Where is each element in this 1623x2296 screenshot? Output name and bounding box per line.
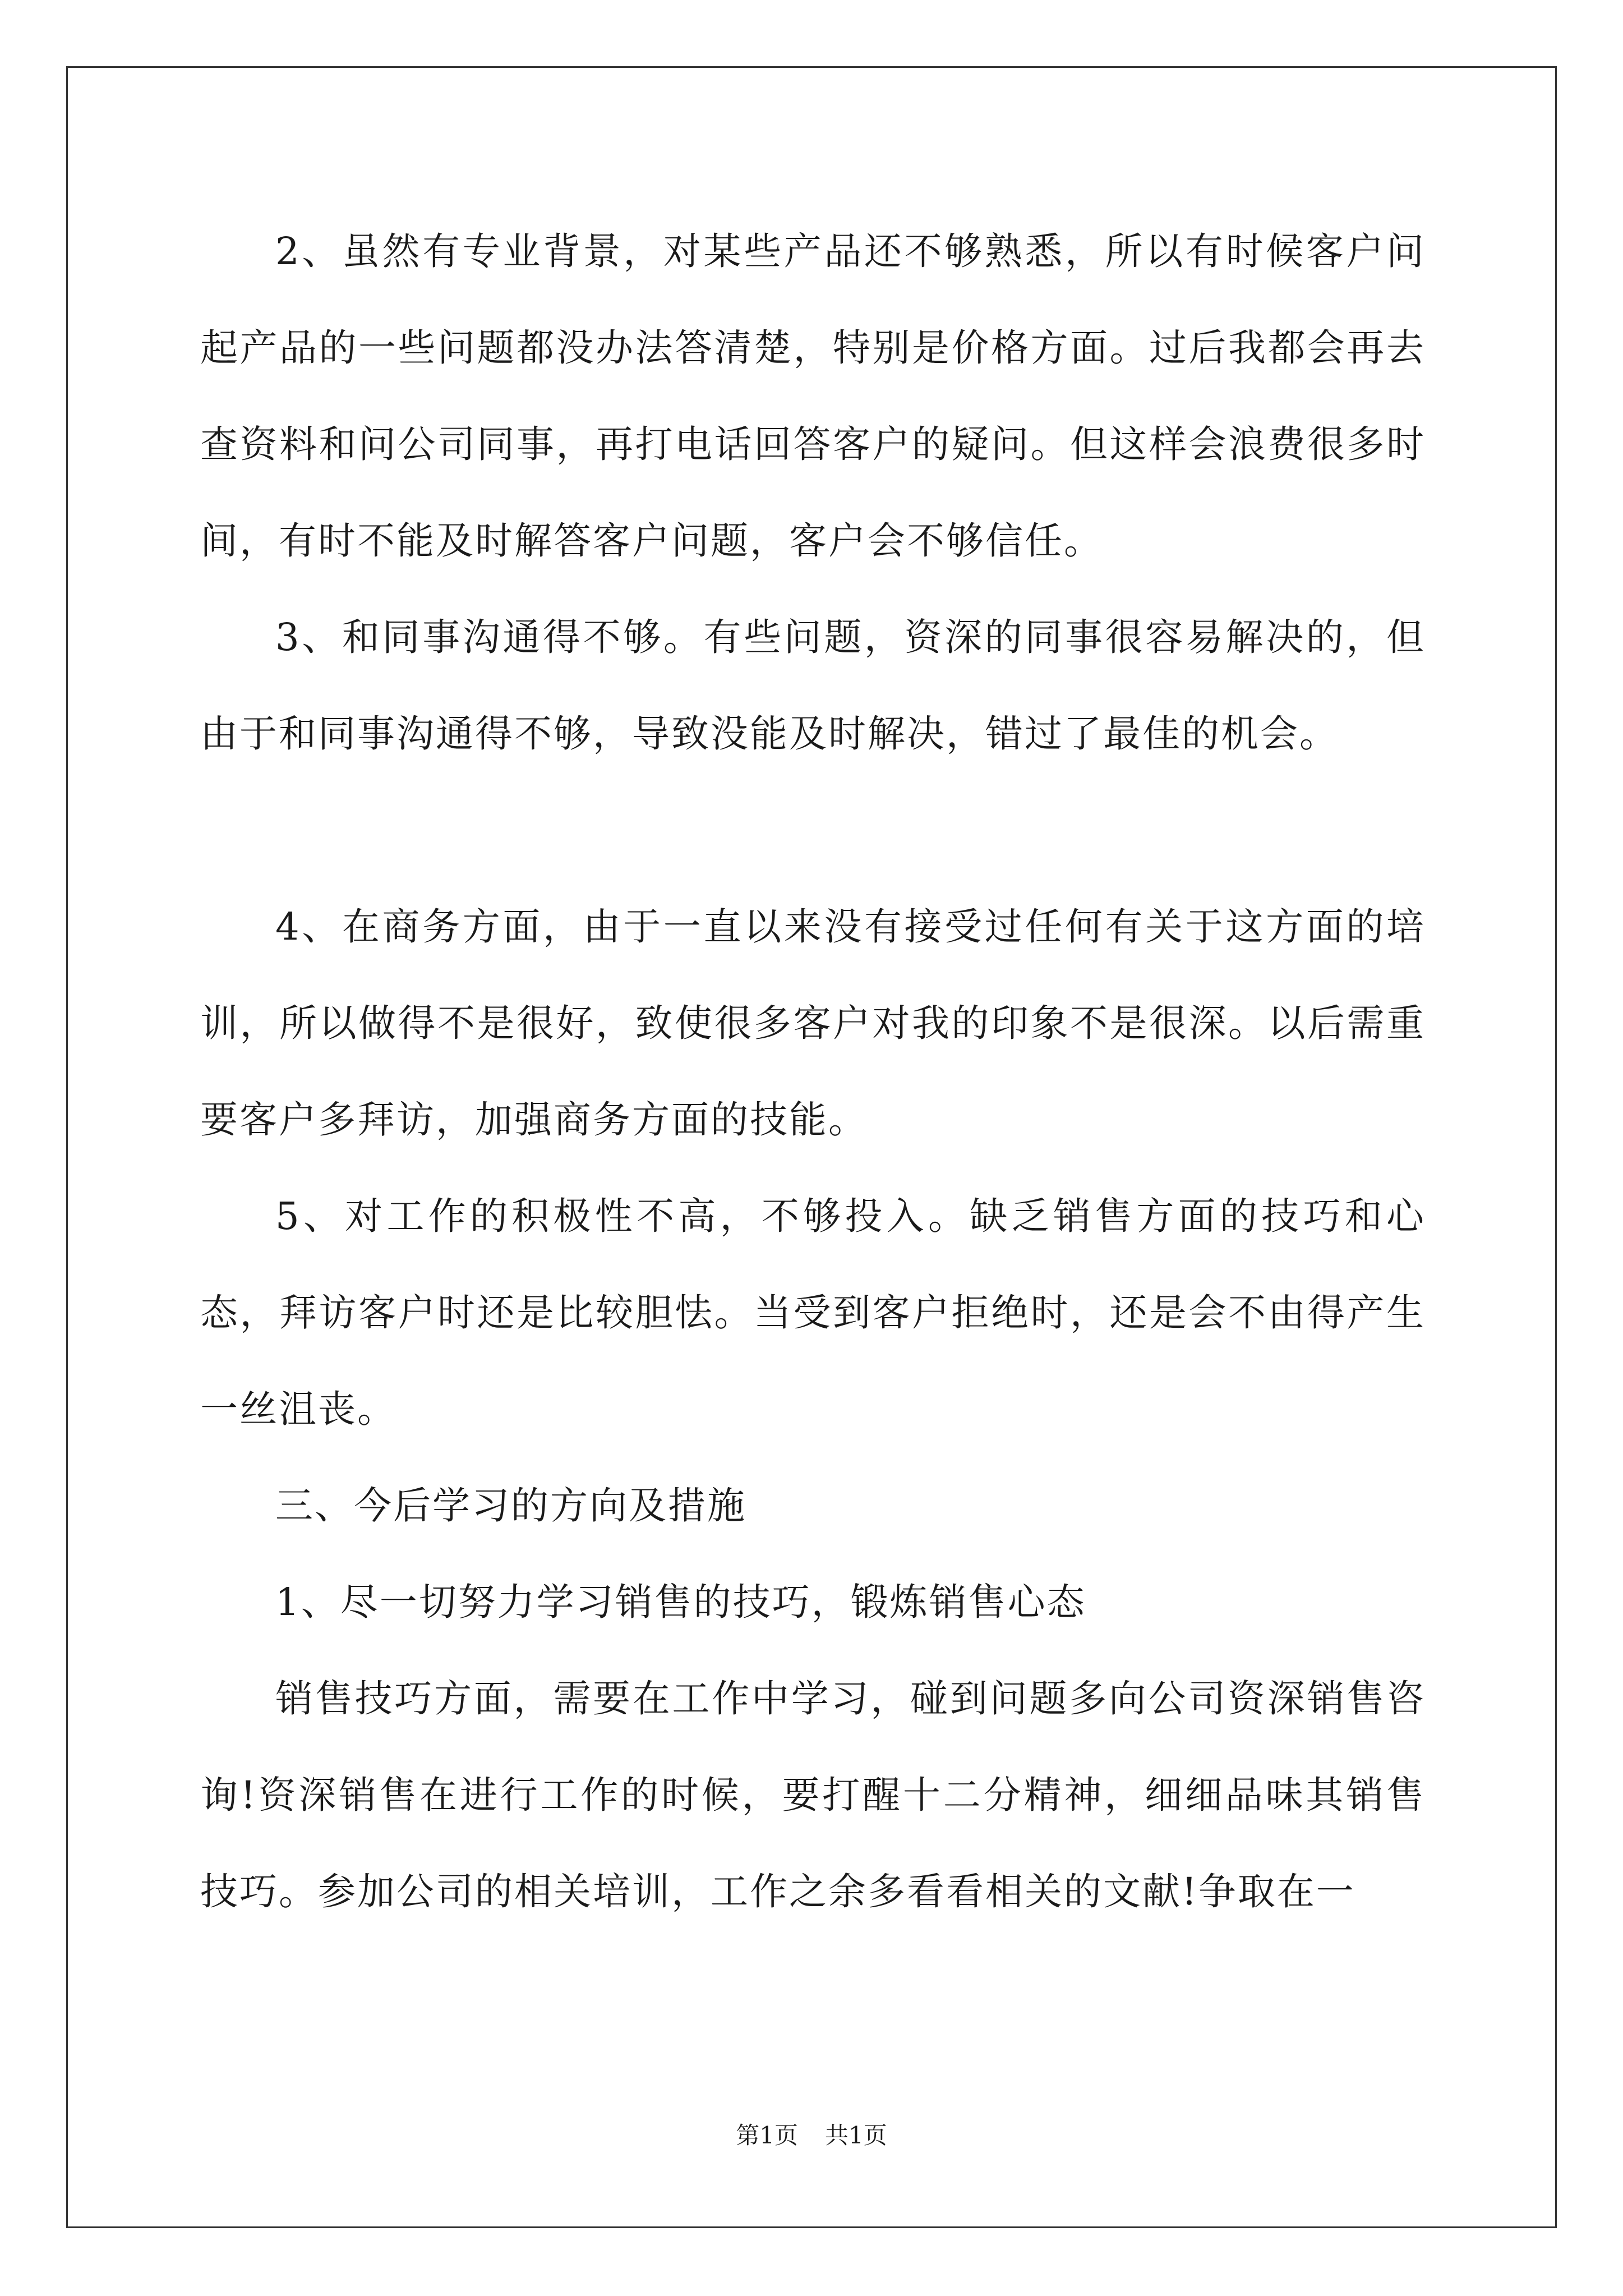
paragraph-sales-techniques: 销售技巧方面，需要在工作中学习，碰到问题多向公司资深销售咨询!资深销售在进行工作的时候，要打醒十二分精神，细细品味其销售技巧。参加公司的相关培训，工作之余多看看相关的文献!争取在一 [200,1677,1426,1913]
page-number: 第1页 [736,2122,798,2149]
page-footer [0,2119,1623,2152]
paragraph-work-enthusiasm: 5、对工作的积极性不高，不够投入。缺乏销售方面的技巧和心态，拜访客户时还是比较胆怯。当受到客户拒绝时，还是会不由得产生一丝沮丧。 [200,1194,1426,1431]
page-total: 共1页 [825,2122,887,2149]
paragraph-learn-sales-skills: 1、尽一切努力学习销售的技巧，锻炼销售心态 [275,1580,1086,1624]
paragraph-product-knowledge: 2、虽然有专业背景，对某些产品还不够熟悉，所以有时候客户问起产品的一些问题都没办法答清楚，特别是价格方面。过后我都会再去查资料和问公司同事，再打电话回答客户的疑问。但这样会浪费很多时间，有时不能及时解答客户问题，客户会不够信任。 [200,229,1426,563]
section-heading-future-plan: 三、今后学习的方向及措施 [275,1484,746,1527]
paragraph-business-training: 4、在商务方面，由于一直以来没有接受过任何有关于这方面的培训，所以做得不是很好，致使很多客户对我的印象不是很深。以后需重要客户多拜访，加强商务方面的技能。 [200,905,1426,1142]
paragraph-colleague-communication: 3、和同事沟通得不够。有些问题，资深的同事很容易解决的，但由于和同事沟通得不够，导致没能及时解决，错过了最佳的机会。 [200,615,1426,756]
